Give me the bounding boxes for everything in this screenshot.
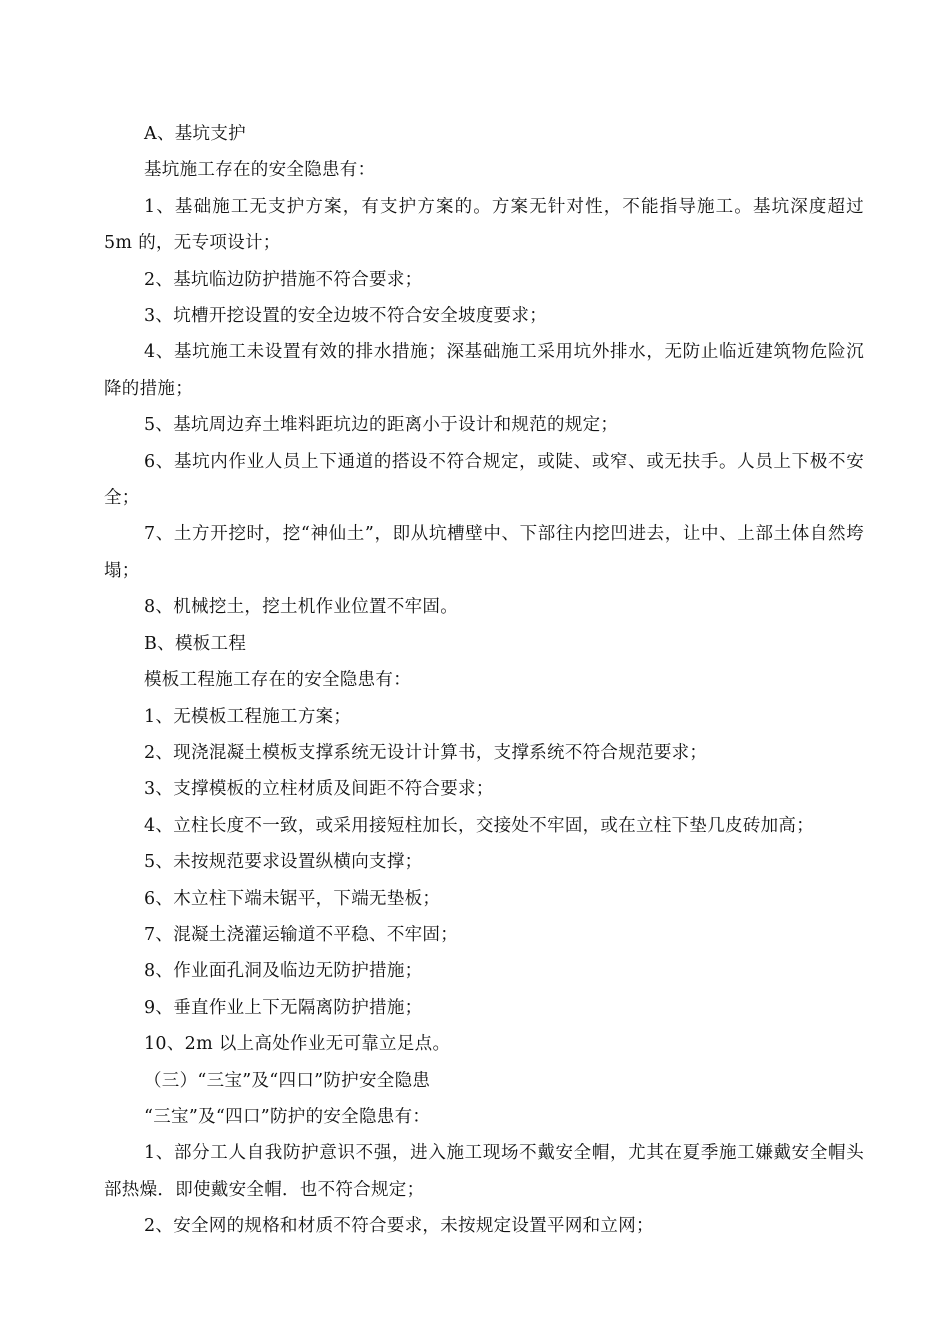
list-item: 10、2m 以上高处作业无可靠立足点。 — [144, 1034, 451, 1055]
section-intro: 基坑施工存在的安全隐患有： — [144, 160, 376, 181]
list-item: 7、土方开挖时，挖“神仙土”，即从坑槽壁中、下部往内挖凹进去，让中、上部土体自然垮塌； — [104, 524, 864, 581]
list-item: 1、基础施工无支护方案，有支护方案的。方案无针对性，不能指导施工。基坑深度超过 5m 的，无专项设计； — [104, 196, 864, 254]
list-item: 2、安全网的规格和材质不符合要求，未按规定设置平网和立网； — [144, 1216, 654, 1237]
section-intro: 模板工程施工存在的安全隐患有： — [144, 670, 411, 691]
list-item: 6、基坑内作业人员上下通道的搭设不符合规定，或陡、或窄、或无扶手。人员上下极不安全； — [104, 451, 864, 509]
section-heading-a: A、基坑支护 — [144, 124, 246, 144]
list-item: 7、混凝土浇灌运输道不平稳、不牢固； — [144, 924, 459, 945]
list-item: 5、未按规范要求设置纵横向支撑； — [144, 852, 423, 873]
list-item: 5、基坑周边弃土堆料距坑边的距离小于设计和规范的规定； — [144, 415, 619, 436]
list-item: 3、坑槽开挖设置的安全边坡不符合安全坡度要求； — [144, 306, 548, 327]
list-item: 3、支撑模板的立柱材质及间距不符合要求； — [144, 779, 494, 800]
list-item: 4、基坑施工未设置有效的排水措施；深基础施工采用坑外排水，无防止临近建筑物危险沉降的措施； — [104, 342, 864, 399]
list-item: 8、机械挖土，挖土机作业位置不牢固。 — [144, 597, 459, 618]
list-item: 9、垂直作业上下无隔离防护措施； — [144, 997, 423, 1018]
section-intro: “三宝”及“四口”防护的安全隐患有： — [144, 1106, 431, 1127]
section-heading-3: （三）“三宝”及“四口”防护安全隐患 — [144, 1070, 431, 1091]
document-body — [104, 116, 864, 1245]
section-heading-b: B、模板工程 — [144, 633, 247, 654]
list-item: 2、现浇混凝土模板支撑系统无设计计算书，支撑系统不符合规范要求； — [144, 742, 708, 763]
list-item: 4、立柱长度不一致，或采用接短柱加长，交接处不牢固，或在立柱下垫几皮砖加高； — [144, 815, 815, 836]
list-item: 1、无模板工程施工方案； — [144, 706, 352, 727]
list-item: 8、作业面孔洞及临边无防护措施； — [144, 961, 423, 982]
list-item: 1、部分工人自我防护意识不强，进入施工现场不戴安全帽，尤其在夏季施工嫌戴安全帽头部热燥．即使戴安全帽．也不符合规定； — [104, 1143, 864, 1200]
list-item: 6、木立柱下端未锯平，下端无垫板； — [144, 888, 441, 909]
list-item: 2、基坑临边防护措施不符合要求； — [144, 269, 423, 290]
